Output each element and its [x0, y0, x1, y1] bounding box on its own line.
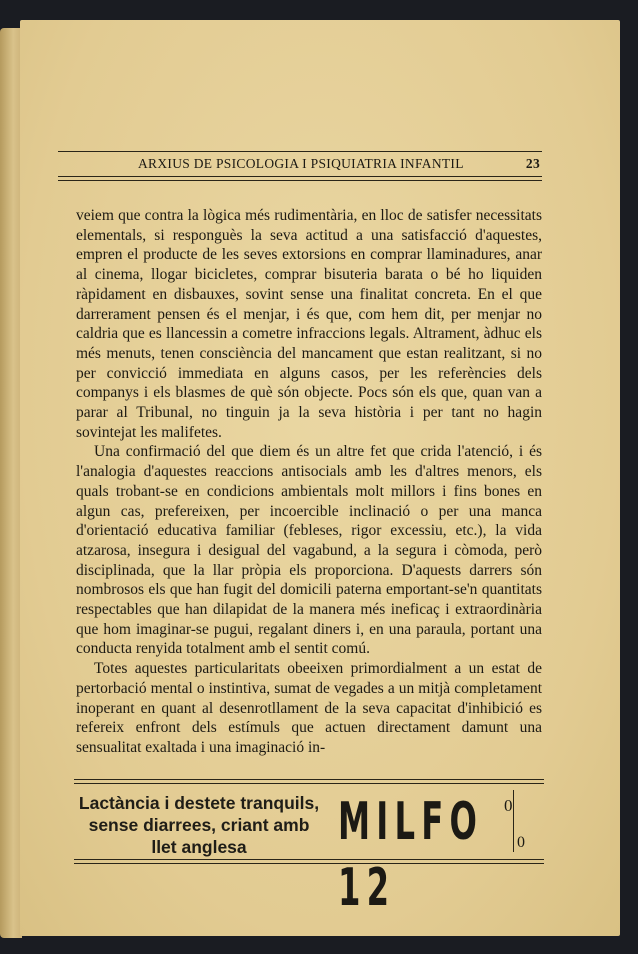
- ad-brand-name: MILFO 12: [338, 792, 484, 918]
- article-body: [76, 206, 542, 758]
- ad-slogan-line-2: sense diarrees, criant amb: [88, 815, 310, 835]
- ad-rule-bottom: [74, 859, 544, 860]
- journal-title: ARXIUS DE PSICOLOGIA I PSIQUIATRIA INFANTIL: [138, 156, 464, 171]
- ad-brand-divider: [513, 790, 514, 852]
- ad-symbol-bottom: 0: [517, 834, 525, 851]
- running-head: [58, 156, 542, 176]
- paragraph-3: Totes aquestes particularitats obeeixen primordialment a un estat de pertorbació mental o instintiva, sumat de vegades a un mitjà completament inoperant en quant al desenrotllament de la seva capacitat d'inhibició es refereix enfront dels estímuls que actuen directament damunt una sensualitat exaltada i una imaginació in-: [76, 660, 542, 756]
- ad-rule-top: [74, 779, 544, 780]
- ad-slogan-line-3: llet anglesa: [151, 837, 247, 857]
- paragraph-2: Una confirmació del que diem és un altre fet que crida l'atenció, i és l'analogia d'aquestes reaccions antisocials amb les d'altres menors, els quals trobant-se en condicions ambientals molt millors i fins bones en algun cas, prefereixen, per incoercible inclinació o per una manca d'orientació educativa familiar (febleses, rigor excessiu, etc.), la vida atzarosa, insegura i desigual del vagabund, a la segura i còmoda, però disciplinada, que la llar pròpia els proporciona. D'aquests darrers són nombrosos els que han fugit del domicili paterna emportant-se'n quantitats respectables que han dilapidat de la manera més ineficaç i extraordinària que hom imaginar-se pugui, regalant diners i, en una paraula, portant una conducta renyida totalment amb el sentit comú.: [76, 443, 542, 658]
- previous-page-edge: [0, 28, 22, 938]
- ad-symbol-top: 0: [504, 796, 513, 815]
- ad-rule-top-double: [74, 783, 544, 784]
- header-rule-bottom-double: [58, 180, 542, 181]
- page-number: 23: [525, 156, 540, 171]
- ad-slogan: [74, 792, 324, 858]
- ad-rule-bottom-double: [74, 863, 544, 864]
- header-rule-top: [58, 151, 542, 152]
- ad-slogan-line-1: Lactància i destete tranquils,: [78, 793, 320, 813]
- header-rule-bottom: [58, 176, 542, 177]
- paragraph-1: veiem que contra la lògica més rudimentària, en lloc de satisfer necessitats elementals, si responguès la seva actitud a una satisfacció d'aquestes, empren el producte de les seves extorsions en comprar llaminadures, anar al cinema, llogar bicicletes, comprar bisuteria barata o bé ho liquiden ràpidament en disbauxes, sovint sense una finalitat concreta. En el que darrerament pensen és el menjar, i és que, com hem dit, per menjar no caldria que es llancessin a cometre infraccions legals. Altrament, àdhuc els més menuts, tenen consciència del mancament que estan realitzant, si no per convicció immediata en alguns casos, per les referències dels companys i els blasmes de què són objecte. Pocs són els que, quan van a parar al Tribunal, no tinguin ja la seva història i per tant no hagin sovintejat les malifetes.: [76, 207, 542, 441]
